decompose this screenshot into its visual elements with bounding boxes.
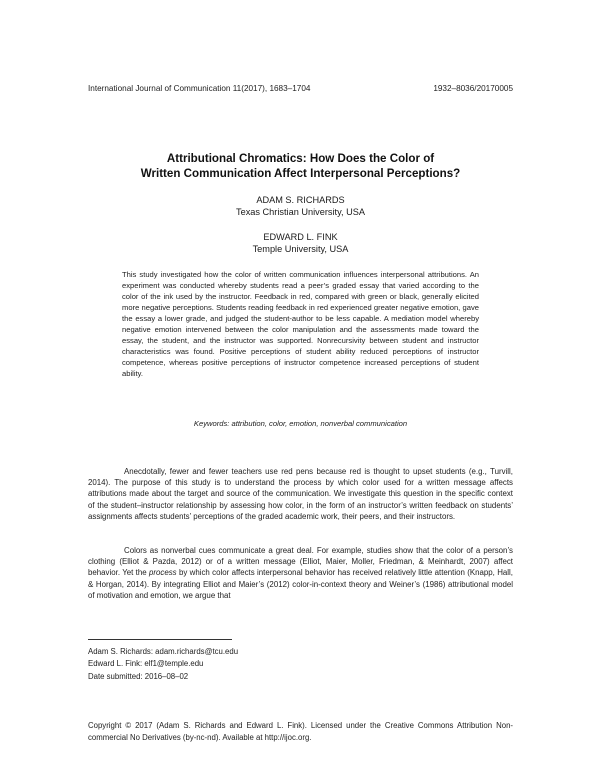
title-line-2: Written Communication Affect Interpersonal Perceptions? [140, 167, 461, 180]
author-affiliation: Temple University, USA [252, 244, 349, 254]
paragraph-text: Colors as nonverbal cues communicate a great deal. For example, studies show that the color of a person’s clothing (Elliot & Pazda, 2012) or of a written message (Elliot, Maier, Moller, Friedman, & Meinhardt, 2007) affect behavior. Yet the [88, 546, 513, 578]
body-paragraph-1: Anecdotally, fewer and fewer teachers use red pens because red is thought to upset students (e.g., Turvill, 2014). The purpose of this study is to understand the process by which color used for a written message affects attributions made about the target and source of the communication. We investigate this question in the specific context of the student–instructor relationship by assessing how color, in the form of an instructor’s written feedback on students’ assignments affects students’ perceptions of the graded academic work, their peers, and their instructors. [88, 467, 513, 521]
footnote-date-submitted: Date submitted: 2016–08–02 [88, 671, 189, 681]
author-block-1 [88, 194, 513, 218]
running-header [88, 84, 513, 93]
title-line-1: Attributional Chromatics: How Does the Color of [166, 152, 435, 165]
emphasis-text: process [148, 568, 177, 578]
footnote-author-1: Adam S. Richards: adam.richards@tcu.edu [88, 647, 239, 656]
author-name: EDWARD L. FINK [263, 232, 338, 242]
paper-title [88, 151, 513, 181]
body-paragraph-2 [88, 545, 513, 601]
author-block-2 [88, 231, 513, 255]
abstract: This study investigated how the color of written communication influences interpersonal attributions. An experiment was conducted whereby students read a peer’s graded essay that varied according to the color of the ink used by the instructor. Feedback in red, compared with green or black, generally elicited more negative perceptions. Students reading feedback in red experienced greater negative emotion, gave the essay a lower grade, and judged the student-author to be less capable. A mediation model whereby negative emotion intervened between the color manipulation and the assessments made toward the essay, the student, and the instructor was supported. Nonrecursivity between student and instructor characteristics was found. Positive perceptions of student ability reduced perceptions of instructor competence, whereas positive perceptions of instructor competence increased perceptions of student ability. [122, 270, 479, 378]
author-name: ADAM S. RICHARDS [256, 195, 345, 205]
footnotes [88, 646, 388, 683]
keywords: Keywords: attribution, color, emotion, nonverbal communication [193, 419, 408, 428]
author-affiliation: Texas Christian University, USA [236, 207, 365, 217]
paragraph-text: by which color affects interpersonal behavior has received relatively little attention (Knapp, Hall, & Horgan, 2014). By integrating Elliot and Maier’s (2012) color-in-context theory and Weiner’s (1986) attributional model of motivation and emotion, we argue that [88, 568, 513, 600]
footnote-divider [88, 639, 232, 640]
copyright-notice: Copyright © 2017 (Adam S. Richards and Edward L. Fink). Licensed under the Creative Commons Attribution Non-commercial No Derivatives (by-nc-nd). Available at http://ijoc.org. [88, 721, 513, 742]
footnote-author-2: Edward L. Fink: elf1@temple.edu [88, 659, 204, 669]
journal-citation: International Journal of Communication 11(2017), 1683–1704 [88, 84, 311, 93]
issn-code: 1932–8036/20170005 [433, 84, 513, 93]
